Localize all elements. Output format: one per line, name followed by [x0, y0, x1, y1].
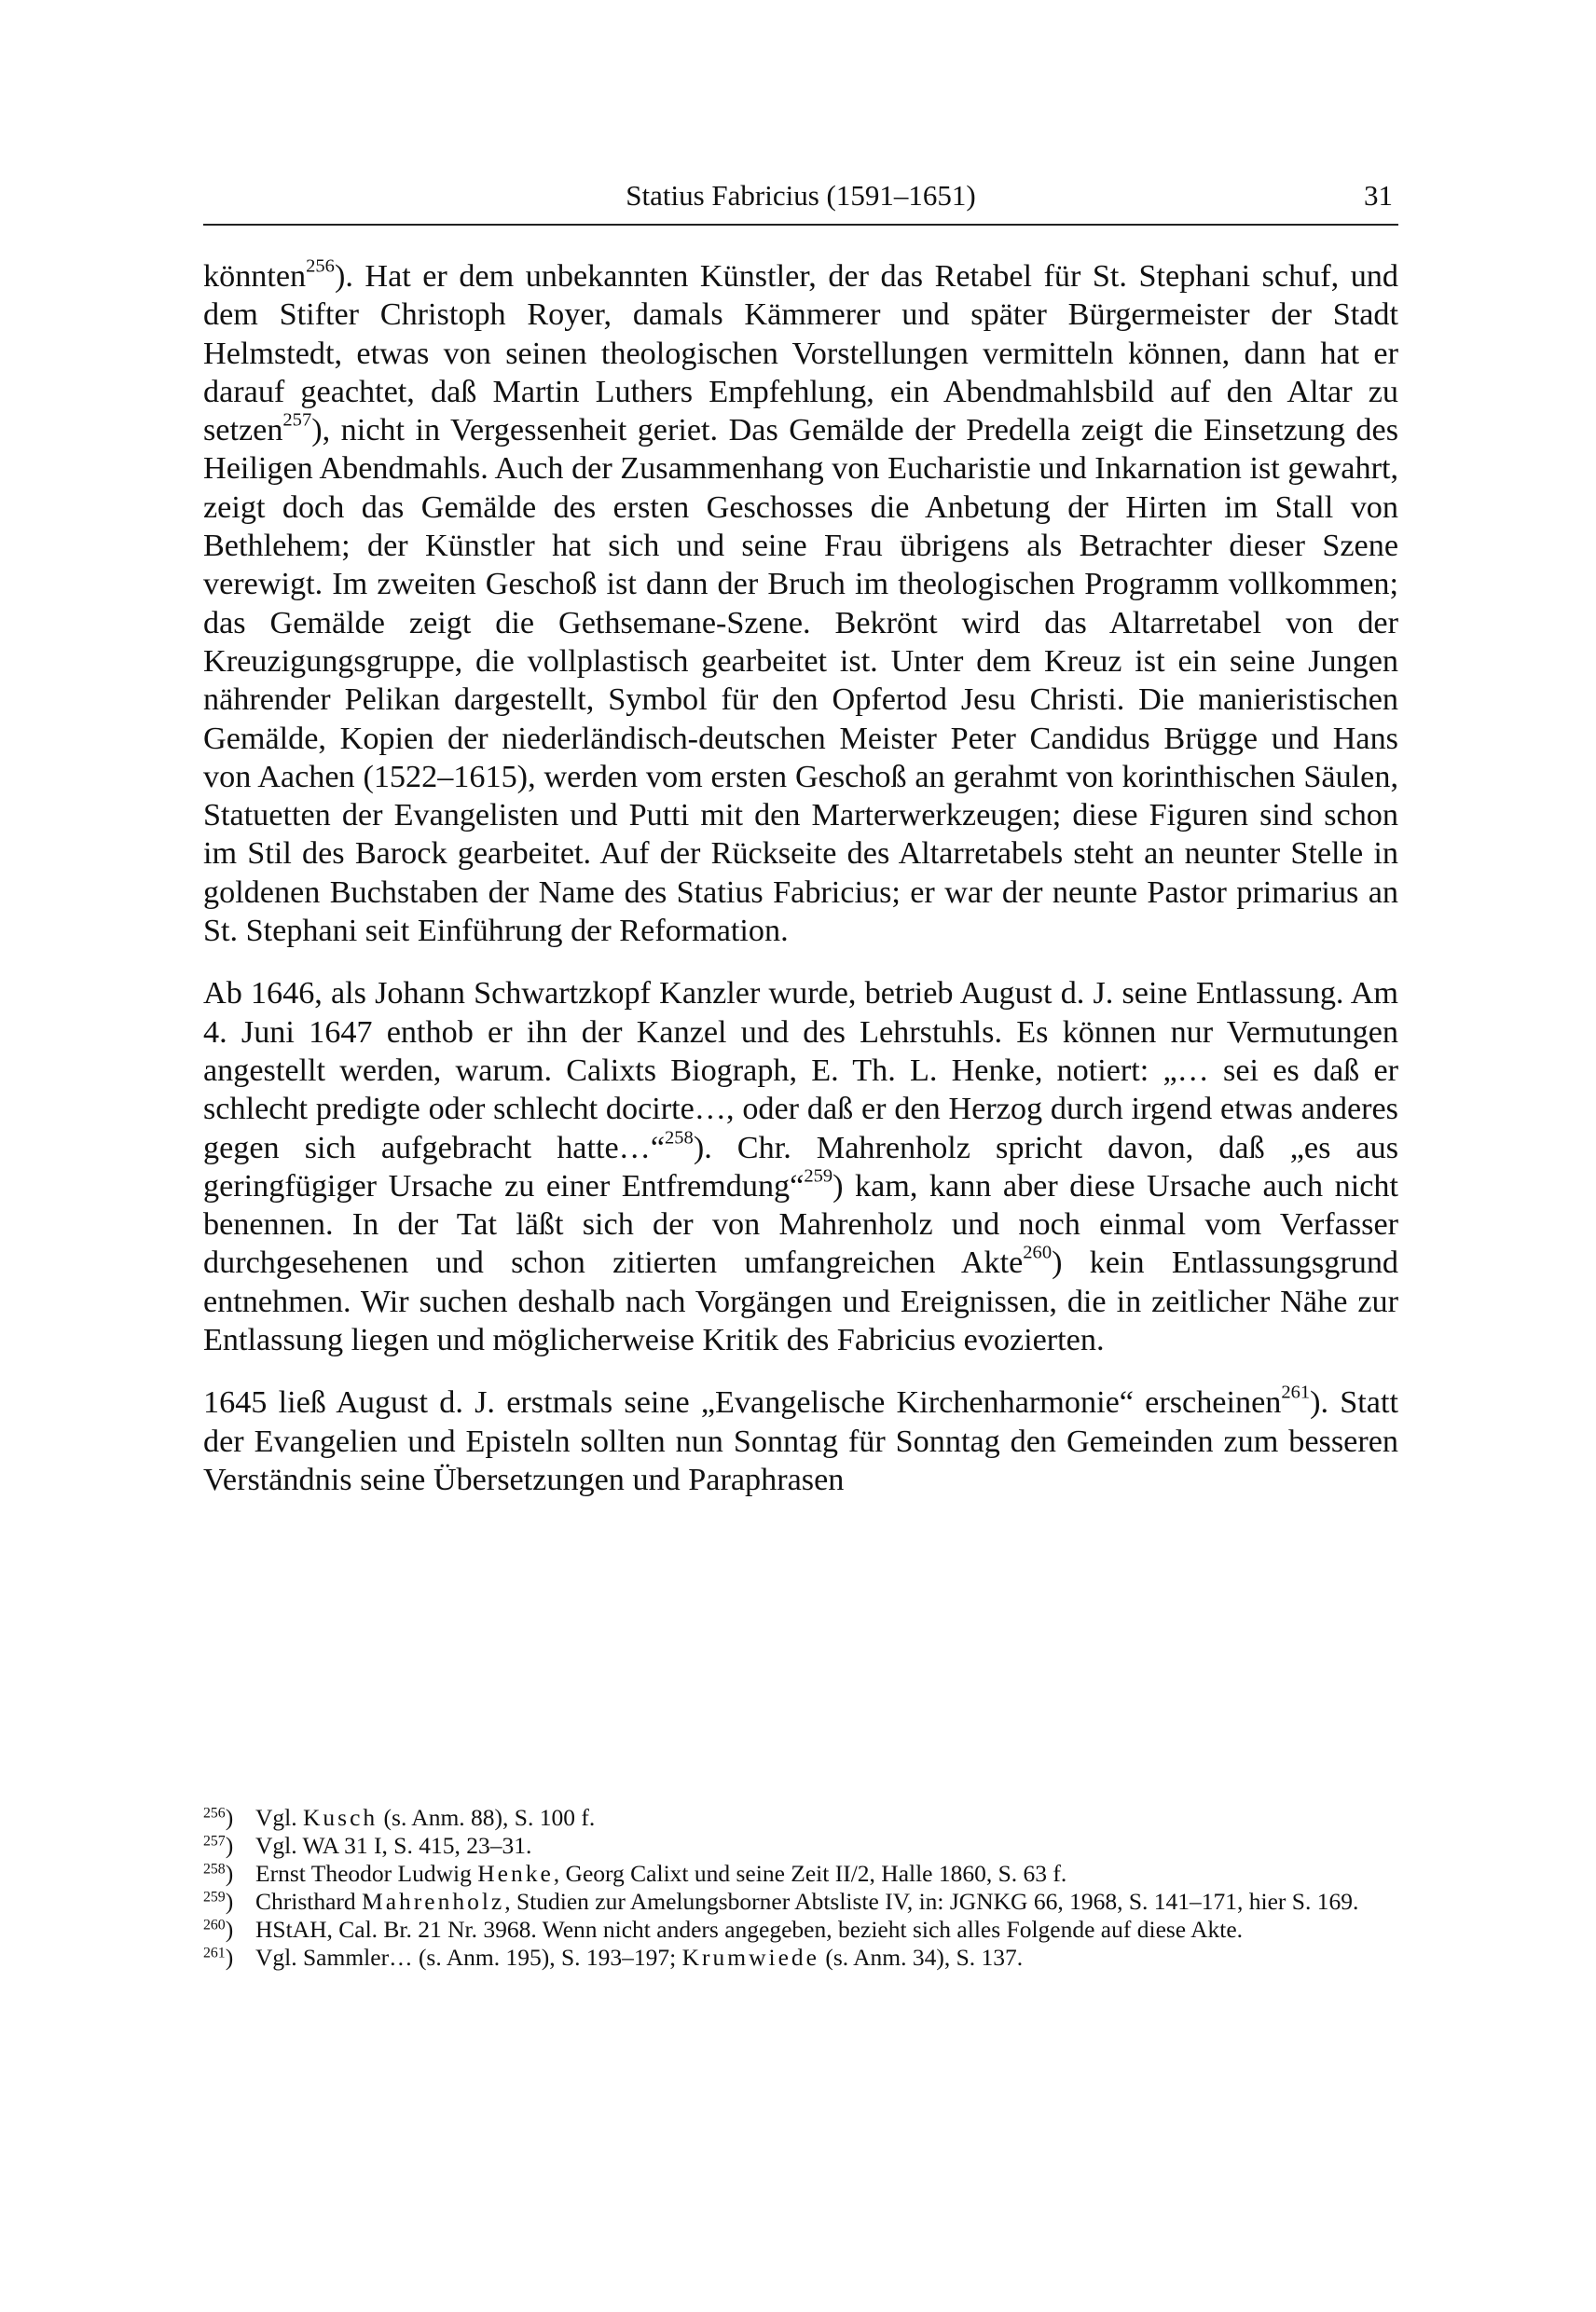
- footnote-number: 258: [203, 1861, 226, 1878]
- footnote-text: [255, 1944, 1023, 1971]
- footnotes: [203, 1804, 1398, 1972]
- author-name: Henke: [477, 1860, 554, 1887]
- text-run: ), nicht in Vergessenheit geriet. Das Gemälde der Predella zeigt die Einsetzung des Heiligen Abendmahls. Auch der Zusammenhang von Eucharistie und Inkarnation ist gewahrt, zeigt doch das Gemälde des ersten Geschosses die Anbetung der Hirten im Stall von Bethlehem; der Künstler hat sich und seine Frau übrigens als Betrachter dieser Szene verewigt. Im zweiten Geschoß ist dann der Bruch im theologischen Programm vollkommen; das Gemälde zeigt die Gethsemane-Szene. Bekrönt wird das Altarretabel von der Kreuzigungsgruppe, die vollplastisch gearbeitet ist. Unter dem Kreuz ist ein seine Jungen nährender Pelikan dargestellt, Symbol für den Opfertod Jesu Christi. Die manieristischen Gemälde, Kopien der niederländisch-deutschen Meister Peter Candidus Brügge und Hans von Aachen (1522–1615), werden vom ersten Geschoß an gerahmt von korinthischen Säulen, Statuetten der Evangelisten und Putti mit den Marterwerkzeugen; diese Figuren sind schon im Stil des Barock gearbeitet. Auf der Rückseite des Altarretabels steht an neunter Stelle in goldenen Buchstaben der Name des Statius Fabricius; er war der neunte Pastor primarius an St. Stephani seit Einführung der Reformation.: [203, 413, 1398, 949]
- footnote-marker: $^{261}$): [203, 1944, 234, 1971]
- footnote-marker: $^{260}$): [203, 1916, 234, 1943]
- footnote-marker: $^{257}$): [203, 1832, 234, 1859]
- author-name: Mahrenholz: [362, 1888, 505, 1915]
- footnote-text: [255, 1888, 1358, 1915]
- footnote-text: [255, 1860, 1066, 1887]
- footnote-text: [255, 1804, 595, 1831]
- text-run: 1645 ließ August d. J. erstmals seine „Evangelische Kirchenharmonie“ erscheinen: [203, 1385, 1282, 1421]
- main-text: [203, 257, 1398, 1499]
- paragraph: [203, 257, 1398, 950]
- text-run: könnten: [203, 259, 307, 294]
- paragraph: [203, 1383, 1398, 1499]
- footnote-reference[interactable]: 257: [282, 409, 312, 431]
- text-run: Vgl. Sammler… (s. Anm. 195), S. 193–197;: [255, 1944, 682, 1971]
- footnote-reference[interactable]: 258: [665, 1127, 694, 1149]
- text-run: (s. Anm. 34), S. 137.: [819, 1944, 1024, 1971]
- running-title: Statius Fabricius (1591–1651): [626, 179, 976, 212]
- text-run: ) kam, kann aber diese Ursache auch nicht benennen. In der Tat läßt sich der von Mahrenholz und noch einmal vom Verfasser durchgesehenen und schon zitierten umfangreichen Akte: [203, 1168, 1398, 1281]
- footnote-number: 260: [203, 1917, 226, 1934]
- footnote: [203, 1916, 1398, 1944]
- footnote-number: 256: [203, 1805, 226, 1822]
- footnote-marker: $^{258}$): [203, 1860, 234, 1887]
- text-run: Vgl.: [255, 1804, 303, 1831]
- footnote-reference[interactable]: 256: [306, 255, 335, 277]
- footnote-marker: $^{259}$): [203, 1888, 234, 1915]
- running-header: [203, 177, 1398, 226]
- text-run: , Studien zur Amelungsborner Abtsliste IV, in: JGNKG 66, 1968, S. 141–171, hier S. 169.: [504, 1888, 1359, 1915]
- text-run: Christhard: [255, 1888, 363, 1915]
- text-run: ). Chr. Mahrenholz spricht davon, daß „es aus geringfügiger Ursache zu einer Entfremdung“: [203, 1130, 1399, 1204]
- footnote: [203, 1832, 1398, 1860]
- footnote-text: [255, 1916, 1243, 1943]
- text-run: , Georg Calixt und seine Zeit II/2, Halle 1860, S. 63 f.: [553, 1860, 1067, 1887]
- footnote-reference[interactable]: 259: [804, 1165, 833, 1187]
- footnote-number: 257: [203, 1833, 226, 1850]
- footnote-number: 259: [203, 1889, 226, 1906]
- footnote: [203, 1860, 1398, 1888]
- footnote: [203, 1804, 1398, 1832]
- footnote-reference[interactable]: 260: [1023, 1243, 1053, 1264]
- footnote-marker: $^{256}$): [203, 1804, 234, 1831]
- text-run: Vgl. WA 31 I, S. 415, 23–31.: [255, 1832, 532, 1859]
- footnote: [203, 1944, 1398, 1972]
- footnote-text: [255, 1832, 531, 1859]
- footnote: [203, 1888, 1398, 1916]
- text-run: HStAH, Cal. Br. 21 Nr. 3968. Wenn nicht anders angegeben, bezieht sich alles Folgende auf diese Akte.: [255, 1916, 1244, 1943]
- text-run: ) kein Entlassungsgrund entnehmen. Wir suchen deshalb nach Vorgängen und Ereignissen, die in zeitlicher Nähe zur Entlassung liegen und möglicherweise Kritik des Fabricius evozierten.: [203, 1245, 1399, 1358]
- text-run: Ernst Theodor Ludwig: [255, 1860, 478, 1887]
- author-name: Kusch: [303, 1804, 378, 1831]
- text-run: (s. Anm. 88), S. 100 f.: [378, 1804, 596, 1831]
- text-run: ). Hat er dem unbekannten Künstler, der das Retabel für St. Stephani schuf, und dem Stifter Christoph Royer, damals Kämmerer und später Bürgermeister der Stadt Helmstedt, etwas von seinen theologischen Vorstellungen vermitteln können, dann hat er darauf geachtet, daß Martin Luthers Empfehlung, ein Abendmahlsbild auf den Altar zu setzen: [203, 259, 1398, 448]
- paragraph: [203, 974, 1398, 1359]
- footnote-number: 261: [203, 1945, 226, 1961]
- author-name: Krumwiede: [681, 1944, 819, 1971]
- text-run: ). Statt der Evangelien und Episteln sollten nun Sonntag für Sonntag den Gemeinden zum besseren Verständnis seine Übersetzungen und Paraphrasen: [203, 1385, 1398, 1497]
- text-run: Ab 1646, als Johann Schwartzkopf Kanzler wurde, betrieb August d. J. seine Entlassung. Am 4. Juni 1647 enthob er ihn der Kanzel und des Lehrstuhls. Es können nur Vermutungen angestellt werden, warum. Calixts Biograph, E. Th. L. Henke, notiert: „… sei es daß er schlecht predigte oder schlecht docirte…, oder daß er den Herzog durch irgend etwas anderes gegen sich aufgebracht hatte…“: [203, 976, 1398, 1165]
- footnote-reference[interactable]: 261: [1281, 1382, 1311, 1403]
- page-number: 31: [1364, 179, 1393, 212]
